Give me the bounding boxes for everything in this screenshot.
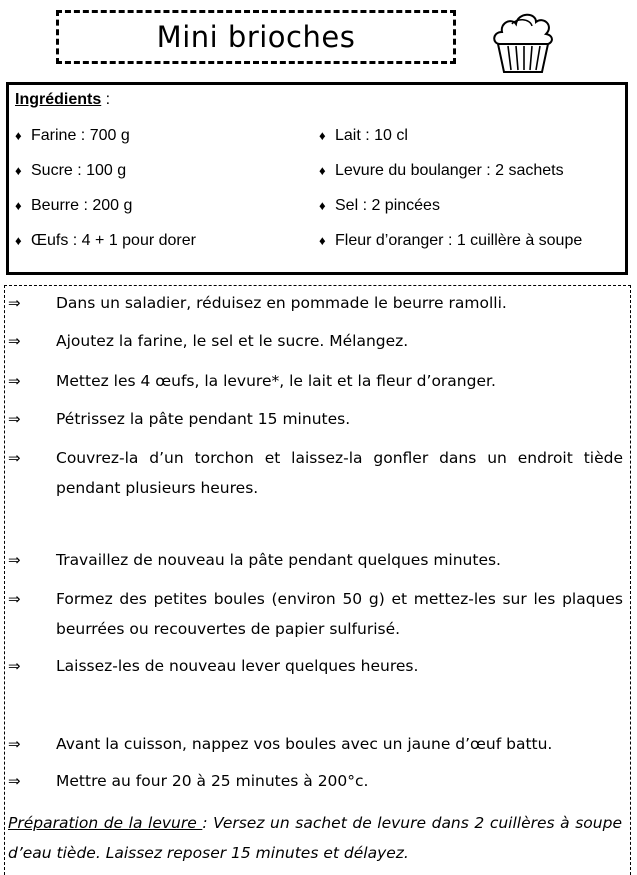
step-item bbox=[8, 651, 623, 681]
step-text: Couvrez-la d’un torchon et laissez-la gonfler dans un endroit tiède pendant plusieurs heures. bbox=[56, 449, 623, 497]
step-text: Dans un saladier, réduisez en pommade le beurre ramolli. bbox=[56, 294, 507, 312]
step-text: Mettez les 4 œufs, la levure*, le lait et la fleur d’oranger. bbox=[56, 372, 496, 390]
ingredient-text: Œufs : 4 + 1 pour dorer bbox=[31, 232, 196, 249]
step-item bbox=[8, 545, 623, 575]
arrow-right-icon: ⇒ bbox=[8, 657, 21, 675]
diamond-bullet-icon: ♦ bbox=[319, 128, 326, 143]
ingredient-text: Farine : 700 g bbox=[31, 127, 130, 144]
ingredient-text: Beurre : 200 g bbox=[31, 197, 133, 214]
step-item bbox=[8, 443, 623, 503]
ingredient-item bbox=[319, 127, 408, 145]
step-text: Mettre au four 20 à 25 minutes à 200°c. bbox=[56, 772, 369, 790]
step-text: Ajoutez la farine, le sel et le sucre. Mélangez. bbox=[56, 332, 409, 350]
arrow-right-icon: ⇒ bbox=[8, 449, 21, 467]
step-item bbox=[8, 404, 623, 434]
diamond-bullet-icon: ♦ bbox=[15, 233, 22, 248]
page-title: Mini brioches bbox=[156, 20, 356, 54]
title-box bbox=[56, 10, 456, 64]
ingredient-item bbox=[15, 162, 126, 180]
ingredients-box bbox=[6, 82, 628, 275]
ingredient-text: Sel : 2 pincées bbox=[335, 197, 440, 214]
arrow-right-icon: ⇒ bbox=[8, 332, 21, 350]
arrow-right-icon: ⇒ bbox=[8, 590, 21, 608]
yeast-preparation-text: : Versez un sachet de levure dans 2 cuillères à soupe d’eau tiède. Laissez reposer 15 minutes et délayez. bbox=[8, 814, 622, 862]
step-item bbox=[8, 326, 623, 356]
ingredient-text: Levure du boulanger : 2 sachets bbox=[335, 162, 564, 179]
ingredients-heading-label: Ingrédients bbox=[15, 91, 102, 108]
ingredient-item bbox=[319, 232, 582, 250]
yeast-preparation-note bbox=[8, 808, 622, 868]
arrow-right-icon: ⇒ bbox=[8, 372, 21, 390]
arrow-right-icon: ⇒ bbox=[8, 735, 21, 753]
cupcake-icon bbox=[486, 4, 560, 76]
step-item bbox=[8, 366, 623, 396]
diamond-bullet-icon: ♦ bbox=[15, 128, 22, 143]
ingredient-item bbox=[15, 232, 196, 250]
ingredient-item bbox=[15, 127, 130, 145]
yeast-preparation-label: Préparation de la levure bbox=[8, 814, 203, 832]
step-item bbox=[8, 288, 623, 318]
ingredient-text: Sucre : 100 g bbox=[31, 162, 127, 179]
diamond-bullet-icon: ♦ bbox=[15, 163, 22, 178]
step-text: Laissez-les de nouveau lever quelques heures. bbox=[56, 657, 419, 675]
step-item bbox=[8, 766, 623, 796]
diamond-bullet-icon: ♦ bbox=[319, 198, 326, 213]
step-text: Formez des petites boules (environ 50 g) et mettez-les sur les plaques beurrées ou recouvertes de papier sulfurisé. bbox=[56, 590, 623, 638]
arrow-right-icon: ⇒ bbox=[8, 410, 21, 428]
ingredient-item bbox=[15, 197, 132, 215]
arrow-right-icon: ⇒ bbox=[8, 551, 21, 569]
step-text: Travaillez de nouveau la pâte pendant quelques minutes. bbox=[56, 551, 501, 569]
ingredients-heading bbox=[15, 91, 110, 109]
arrow-right-icon: ⇒ bbox=[8, 294, 21, 312]
ingredient-item bbox=[319, 162, 564, 180]
step-item bbox=[8, 729, 623, 759]
step-item bbox=[8, 584, 623, 644]
ingredients-heading-colon: : bbox=[101, 91, 111, 108]
ingredient-item bbox=[319, 197, 440, 215]
diamond-bullet-icon: ♦ bbox=[319, 233, 326, 248]
arrow-right-icon: ⇒ bbox=[8, 772, 21, 790]
ingredient-text: Lait : 10 cl bbox=[335, 127, 408, 144]
diamond-bullet-icon: ♦ bbox=[319, 163, 326, 178]
step-text: Avant la cuisson, nappez vos boules avec un jaune d’œuf battu. bbox=[56, 735, 553, 753]
ingredient-text: Fleur d’oranger : 1 cuillère à soupe bbox=[335, 232, 583, 249]
step-text: Pétrissez la pâte pendant 15 minutes. bbox=[56, 410, 351, 428]
diamond-bullet-icon: ♦ bbox=[15, 198, 22, 213]
